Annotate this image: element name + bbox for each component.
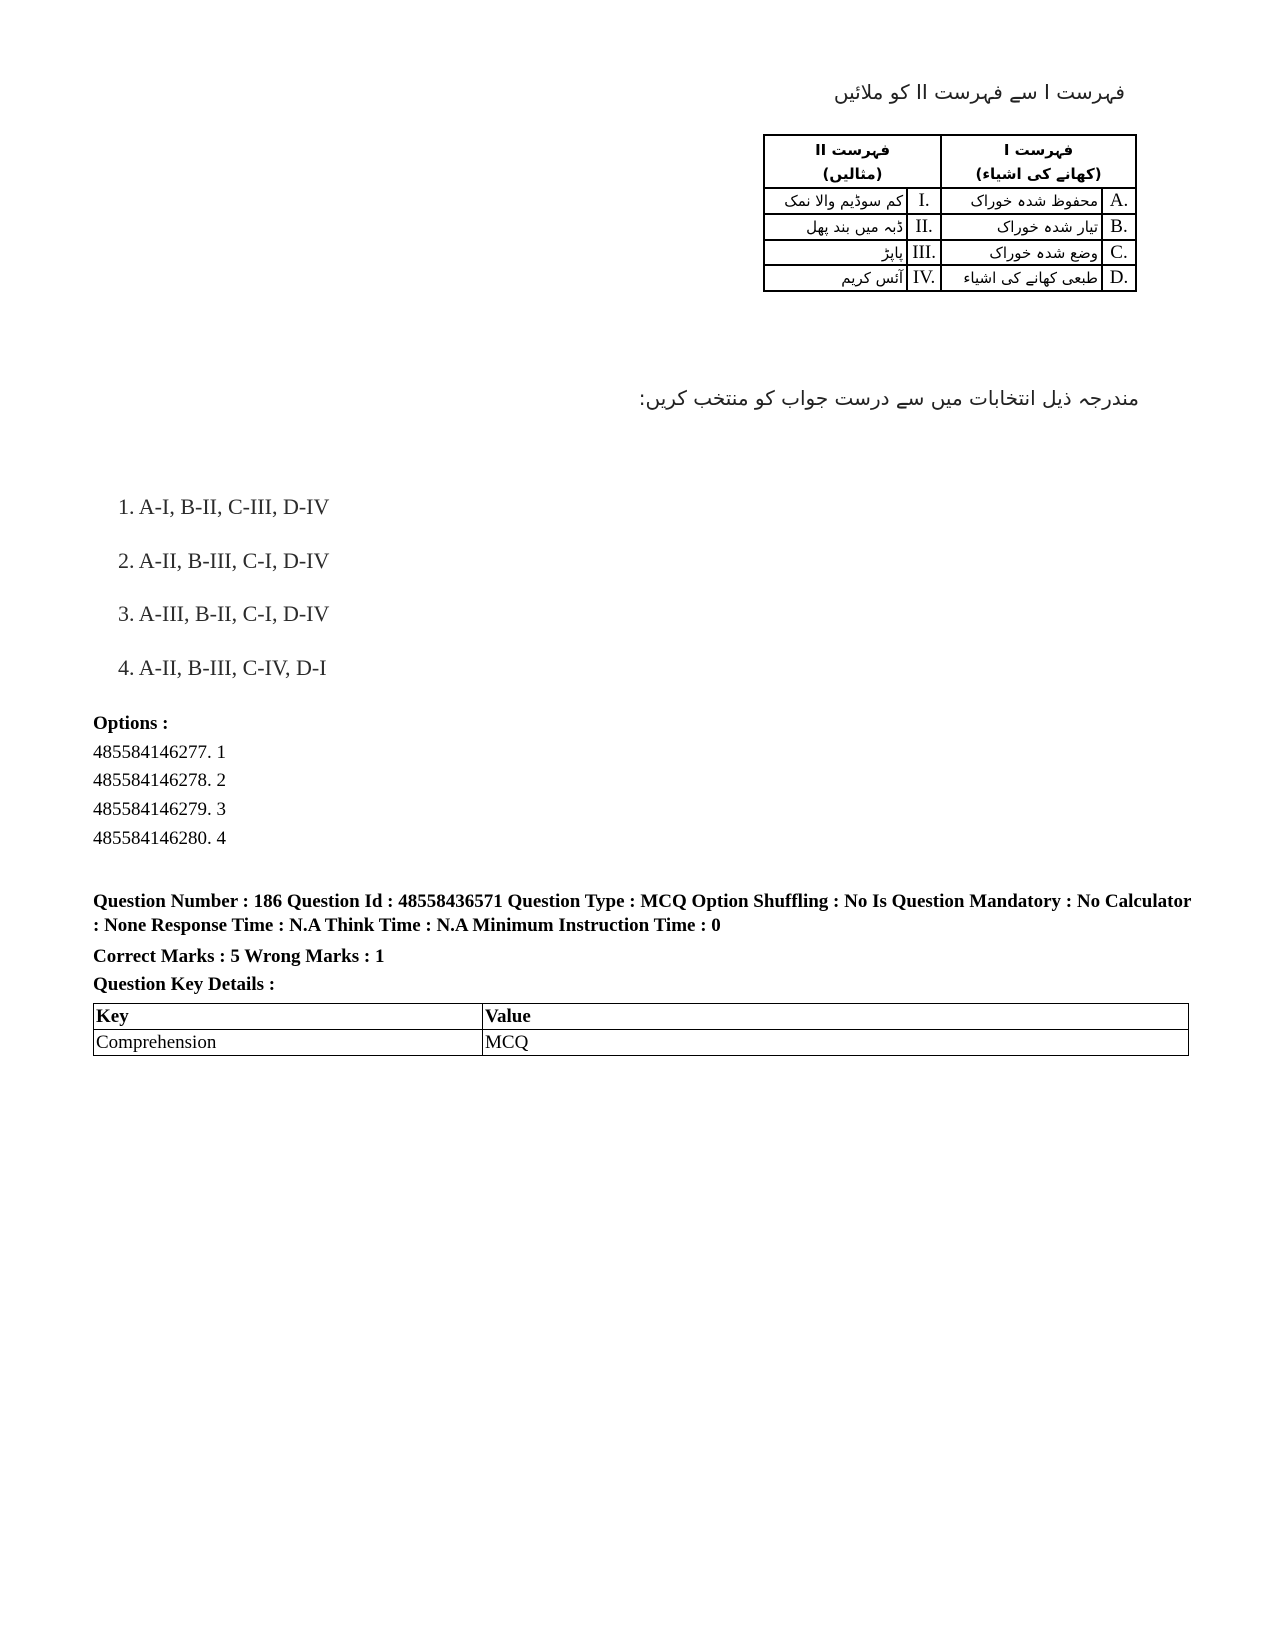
row-label-left: A. [1102,188,1136,214]
key-details-label: Question Key Details : [93,974,276,995]
table-row [764,240,1136,266]
row-text-right: پاپڑ [764,240,907,266]
row-text-left: تیار شدہ خوراک [941,214,1102,240]
list-1-title: فہرست I [1003,140,1074,159]
row-label-right: I. [907,188,941,214]
list-1-subtitle: (کھانے کی اشیاء) [975,164,1102,183]
key-table-header-row [94,1004,1189,1030]
key-cell: Comprehension [94,1030,483,1056]
option-id: 485584146279. 3 [93,799,226,821]
choice-item: 2. A-II, B-III, C-I, D-IV [118,547,330,573]
row-label-left: C. [1102,240,1136,266]
value-header: Value [483,1004,1189,1030]
list-2-subtitle: (مثالیں) [822,164,883,183]
table-row [764,188,1136,214]
choice-item: 3. A-III, B-II, C-I, D-IV [118,601,330,626]
row-text-left: وضع شدہ خوراک [941,240,1102,266]
option-id: 485584146278. 2 [93,770,226,792]
key-header: Key [94,1004,483,1030]
options-block [93,710,226,854]
row-label-left: D. [1102,265,1136,291]
question-info-line: Question Number : 186 Question Id : 48558436571 Question Type : MCQ Option Shuffling : No Is Question Mandatory : No Calculator : None Response Time : N.A Think Time : N.A Minimum Instruction Time : 0 [93,891,1192,936]
table-header-row [764,135,1136,188]
row-label-left: B. [1102,214,1136,240]
row-text-right: آئس کریم [764,265,907,291]
choice-item: 4. A-II, B-III, C-IV, D-I [118,654,327,680]
value-cell: MCQ [483,1030,1189,1056]
marks-line: Correct Marks : 5 Wrong Marks : 1 [93,946,385,967]
option-id: 485584146280. 4 [93,827,226,849]
row-label-right: III. [907,240,941,266]
option-id: 485584146277. 1 [93,741,226,763]
choice-list [118,492,329,706]
table-row [94,1030,1189,1056]
list-2-header [764,135,941,188]
row-label-right: II. [907,214,941,240]
table-row [764,265,1136,291]
options-label: Options : [93,713,169,734]
match-table [763,134,1137,292]
key-details-table [93,1003,1189,1056]
question-heading: فہرست I سے فہرست II کو ملائیں [833,80,1125,104]
question-instruction: مندرجہ ذیل انتخابات میں سے درست جواب کو منتخب کریں: [638,386,1139,410]
choice-item: 1. A-I, B-II, C-III, D-IV [118,494,330,519]
question-meta [93,890,1193,999]
table-row [764,214,1136,240]
row-text-right: کم سوڈیم والا نمک [764,188,907,214]
row-text-left: محفوظ شدہ خوراک [941,188,1102,214]
row-text-left: طبعی کھانے کی اشیاء [941,265,1102,291]
row-label-right: IV. [907,265,941,291]
list-1-header [941,135,1136,188]
row-text-right: ڈبہ میں بند پھل [764,214,907,240]
list-2-title: فہرست II [815,140,891,159]
